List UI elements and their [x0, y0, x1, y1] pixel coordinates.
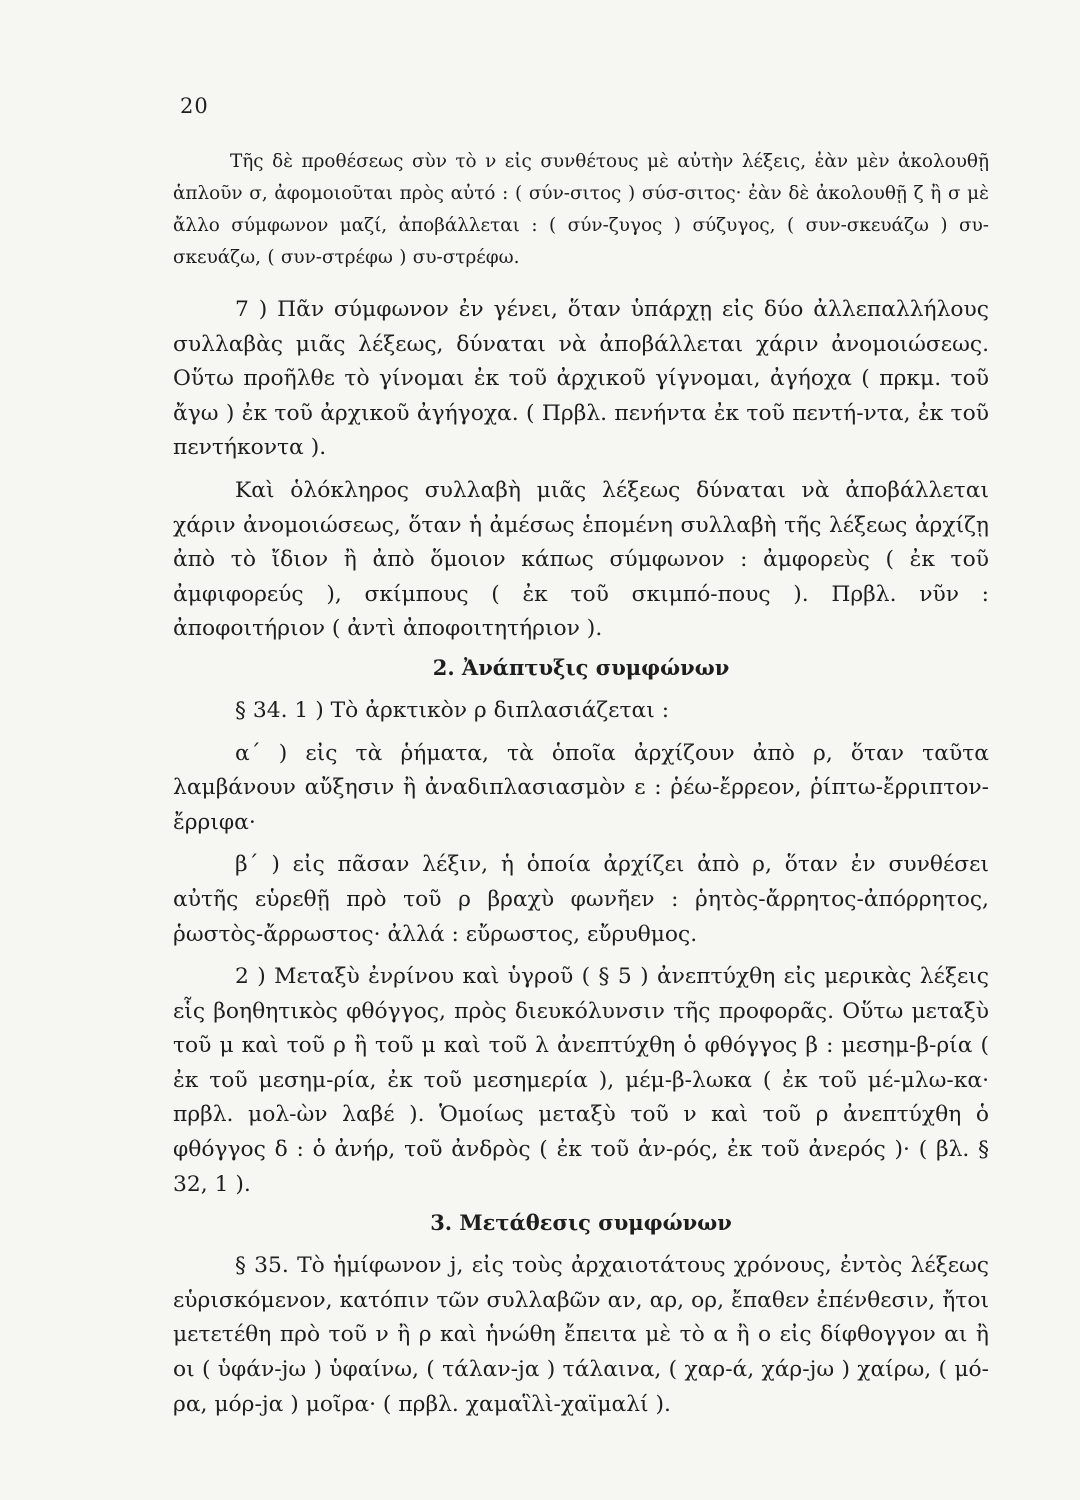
section-heading-development: 2. Ἀνάπτυξις συμφώνων — [432, 654, 730, 680]
page-content — [173, 146, 989, 1422]
section-34-item-2: 2 ) Μεταξὺ ἐνρίνου καὶ ὑγροῦ ( § 5 ) ἀνεπτύχθη εἰς μερικὰς λέξεις εἷς βοηθητικὸς φθόγγος, πρὸς διευκόλυνσιν τῆς προφορᾶς. Οὕτω μεταξὺ τοῦ μ καὶ τοῦ ρ ἢ τοῦ μ καὶ τοῦ λ ἀνεπτύχθη ὁ φθόγγος β : μεσημ-β-ρία ( ἐκ τοῦ μεσημ-ρία, ἐκ τοῦ μεσημερία ), μέμ-β-λωκα ( ἐκ τοῦ μέ-μλω-κα· πρβλ. μολ-ὼν λαβέ ). Ὁμοίως μεταξὺ τοῦ ν καὶ τοῦ ρ ἀνεπτύχθη ὁ φθόγγος δ : ὁ ἀνήρ, τοῦ ἀνδρὸς ( ἐκ τοῦ ἀν-ρός, ἐκ τοῦ ἀνερός )· ( βλ. § 32, 1 ). — [173, 964, 989, 1197]
section-34-item-a: α΄ ) εἰς τὰ ῥήματα, τὰ ὁποῖα ἀρχίζουν ἀπὸ ρ, ὅταν ταῦτα λαμβάνουν αὔξησιν ἢ ἀναδιπλασιασμὸν ε : ῥέω-ἔρρεον, ῥίπτω-ἔρριπτον-ἔρριφα· — [173, 740, 989, 835]
paragraph-anomoiosis-consonant: 7 ) Πᾶν σύμφωνον ἐν γένει, ὅταν ὑπάρχῃ εἰς δύο ἀλλεπαλλήλους συλλαβὰς μιᾶς λέξεως, δύναται νὰ ἀποβάλλεται χάριν ἀνομοιώσεως. Οὕτω προῆλθε τὸ γίνομαι ἐκ τοῦ ἀρχικοῦ γίγνομαι, ἀγήοχα ( πρκμ. τοῦ ἄγω ) ἐκ τοῦ ἀρχικοῦ ἀγήγοχα. ( Πρβλ. πενήντα ἐκ τοῦ πεντή-ντα, ἐκ τοῦ πεντήκοντα ). — [173, 297, 989, 461]
section-35-paragraph: § 35. Τὸ ἡμίφωνον j, εἰς τοὺς ἀρχαιοτάτους χρόνους, ἐντὸς λέξεως εὑρισκόμενον, κατόπιν τῶν συλλαβῶν αν, αρ, ορ, ἔπαθεν ἐπένθεσιν, ἤτοι μετετέθη πρὸ τοῦ ν ἢ ρ καὶ ἡνώθη ἔπειτα μὲ τὸ α ἢ ο εἰς δίφθογγον αι ἢ οι ( ὑφάν-jω ) ὑφαίνω, ( τάλαν-jα ) τάλαινα, ( χαρ-ά, χάρ-jω ) χαίρω, ( μό-ρα, μόρ-jα ) μοῖρα· ( πρβλ. χαμαἳλὶ-χαϊμαλί ). — [173, 1253, 989, 1417]
paragraph-anomoiosis-syllable: Καὶ ὁλόκληρος συλλαβὴ μιᾶς λέξεως δύναται νὰ ἀποβάλλεται χάριν ἀνομοιώσεως, ὅταν ἡ ἀμέσως ἑπομένη συλλαβὴ τῆς λέξεως ἀρχίζῃ ἀπὸ τὸ ἴδιον ἢ ἀπὸ ὅμοιον κάπως σύμφωνον : ἀμφορεὺς ( ἐκ τοῦ ἀμφιφορεύς ), σκίμπους ( ἐκ τοῦ σκιμπό-πους ). Πρβλ. νῦν : ἀποφοιτήριον ( ἀντὶ ἀποφοιτητήριον ). — [173, 477, 989, 642]
section-heading-metathesis: 3. Μετάθεσις συμφώνων — [430, 1210, 732, 1236]
section-34-item-b: β΄ ) εἰς πᾶσαν λέξιν, ἡ ὁποία ἀρχίζει ἀπὸ ρ, ὅταν ἐν συνθέσει αὐτῆς εὑρεθῇ πρὸ τοῦ ρ βραχὺ φωνῆεν : ῥητὸς-ἄρρητος-ἀπόρρητος, ῥωστὸς-ἄρρωστος· ἀλλά : εὔρωστος, εὔρυθμος. — [173, 852, 989, 947]
paragraph-prothesis: Τῆς δὲ προθέσεως σὺν τὸ ν εἰς συνθέτους μὲ αὐτὴν λέξεις, ἐὰν μὲν ἀκολουθῇ ἁπλοῦν σ, ἀφομοιοῦται πρὸς αὐτό : ( σύν-σιτος ) σύσ-σιτος· ἐὰν δὲ ἀκολουθῇ ζ ἢ σ μὲ ἄλλο σύμφωνον μαζί, ἀποβάλλεται : ( σύν-ζυγος ) σύζυγος, ( συν-σκευάζω ) συ-σκευάζω, ( συν-στρέφω ) συ-στρέφω. — [173, 151, 989, 268]
page-number: 20 — [180, 94, 209, 118]
section-34-intro: § 34. 1 ) Τὸ ἀρκτικὸν ρ διπλασιάζεται : — [235, 697, 670, 723]
